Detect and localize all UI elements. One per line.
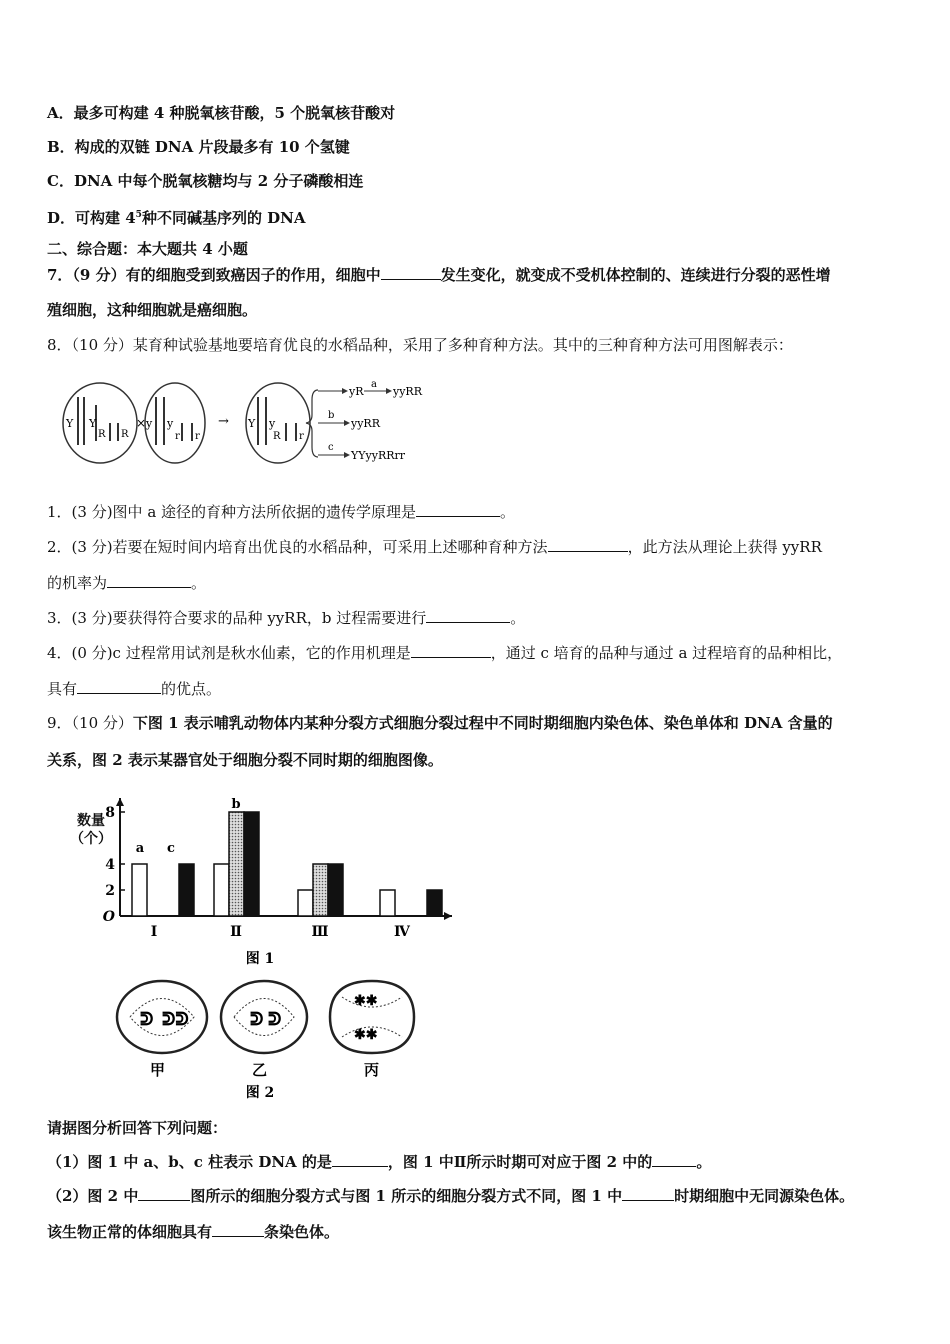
bar-a-1 <box>132 864 147 916</box>
cell-3 <box>246 383 310 463</box>
question-8-4: 4．(0 分)c 过程常用试剂是秋水仙素，它的作用机理是 ，通过 c 培育的品种与通过 a 过程培育的品种相比， <box>47 644 843 662</box>
question-9-stem: 9．（10 分）下图 1 表示哺乳动物体内某种分裂方式细胞分裂过程中不同时期细胞内染色体、染色单体和 DNA 含量的 <box>47 714 833 732</box>
svg-text:c: c <box>328 442 334 453</box>
svg-text:✱✱: ✱✱ <box>354 1027 378 1043</box>
svg-text:Y: Y <box>66 417 74 430</box>
svg-text:y: y <box>167 417 174 430</box>
bar-b-3 <box>313 864 328 916</box>
svg-text:乙: 乙 <box>252 1061 268 1079</box>
figure-2-title: 图 2 <box>245 1085 275 1101</box>
option-a: A．最多可构建 4 种脱氧核苷酸，5 个脱氧核苷酸对 <box>47 104 396 122</box>
svg-text:r: r <box>195 431 200 442</box>
bar-a-4 <box>380 890 395 916</box>
x-tick-label: Ⅲ <box>311 924 329 940</box>
cell-2 <box>145 383 205 463</box>
question-8-2-line2: 的机率为 。 <box>47 574 207 592</box>
series-label-b: b <box>231 797 241 812</box>
question-8-2: 2．(3 分)若要在短时间内培育出优良的水稻品种，可采用上述哪种育种方法 ，此方法从理论上获得 yyRR <box>47 538 822 556</box>
y-tick-label: 4 <box>105 857 115 873</box>
svg-text:yyRR: yyRR <box>393 385 422 398</box>
bar-c-2 <box>244 812 259 916</box>
question-7-line2: 殖细胞，这种细胞就是癌细胞。 <box>47 301 258 319</box>
option-d: D．可构建 $4^5$种不同碱基序列的 DNA <box>47 209 306 227</box>
question-8-4-line2: 具有 的优点。 <box>47 680 222 698</box>
y-tick-label: O <box>102 909 115 925</box>
cell-bing <box>330 981 414 1053</box>
series-label-a: a <box>135 841 145 856</box>
option-c: C．DNA 中每个脱氧核糖均与 2 分子磷酸相连 <box>47 172 364 190</box>
svg-text:→: → <box>218 414 229 429</box>
y-tick-label: 8 <box>105 805 115 821</box>
svg-text:×: × <box>136 416 147 430</box>
x-axis-arrow <box>444 912 452 920</box>
bar-a-3 <box>298 890 313 916</box>
svg-text:ᕲ: ᕲ <box>268 1009 282 1030</box>
series-label-c: c <box>167 841 175 856</box>
question-9-prompt: 请据图分析回答下列问题： <box>47 1119 228 1137</box>
svg-text:YYyyRRrr: YYyyRRrr <box>351 449 406 462</box>
bar-b-2 <box>229 812 244 916</box>
figure-2 <box>110 975 430 1103</box>
svg-text:ᕲᕲ: ᕲᕲ <box>162 1009 189 1030</box>
question-8-stem: 8．（10 分）某育种试验基地要培育优良的水稻品种，采用了多种育种方法。其中的三种育种方法可用图解表示： <box>47 336 793 354</box>
breeding-diagram <box>60 375 430 475</box>
svg-text:ᕲ: ᕲ <box>250 1009 264 1030</box>
bar-c-1 <box>179 864 194 916</box>
option-b: B．构成的双链 DNA 片段最多有 10 个氢键 <box>47 138 350 156</box>
svg-text:y: y <box>269 417 276 430</box>
chart-title: 图 1 <box>245 951 275 967</box>
svg-text:R: R <box>98 429 106 440</box>
svg-text:y: y <box>146 417 153 430</box>
x-tick-label: Ⅱ <box>230 924 242 940</box>
cell-jia <box>117 981 207 1053</box>
question-9-1: （1）图 1 中 a、b、c 柱表示 DNA 的是 ，图 1 中Ⅱ所示时期可对应于图 2 中的 。 <box>47 1153 712 1171</box>
question-9-stem-line2: 关系，图 2 表示某器官处于细胞分裂不同时期的细胞图像。 <box>47 751 443 769</box>
cell-yi <box>221 981 307 1053</box>
svg-text:Y: Y <box>248 417 256 430</box>
svg-text:R: R <box>273 431 281 442</box>
svg-text:yR: yR <box>349 385 364 398</box>
svg-text:yyRR: yyRR <box>351 417 380 430</box>
bar-a-2 <box>214 864 229 916</box>
svg-text:✱✱: ✱✱ <box>354 993 378 1009</box>
svg-text:a: a <box>371 379 377 390</box>
svg-text:r: r <box>299 431 304 442</box>
svg-text:b: b <box>328 410 335 421</box>
cell-1 <box>63 383 137 463</box>
x-tick-label: Ⅳ <box>394 924 410 940</box>
question-9-2-line2: 该生物正常的体细胞具有 条染色体。 <box>47 1223 340 1241</box>
y-axis-arrow <box>116 798 124 806</box>
section-heading: 二、综合题：本大题共 4 小题 <box>47 240 248 258</box>
question-8-1: 1．(3 分)图中 a 途径的育种方法所依据的遗传学原理是 。 <box>47 503 516 521</box>
y-tick-label: 2 <box>105 883 115 899</box>
bar-c-3 <box>328 864 343 916</box>
svg-text:ᕲ: ᕲ <box>140 1009 154 1030</box>
svg-text:甲: 甲 <box>150 1061 166 1079</box>
y-axis-label-display: 数量（个） <box>70 813 112 847</box>
question-8-3: 3．(3 分)要获得符合要求的品种 yyRR，b 过程需要进行 。 <box>47 609 526 627</box>
x-tick-label: Ⅰ <box>150 924 158 940</box>
svg-text:丙: 丙 <box>364 1061 380 1079</box>
svg-text:R: R <box>121 429 129 440</box>
svg-text:r: r <box>175 431 180 442</box>
figure-1-chart <box>60 790 460 975</box>
bar-c-4 <box>427 890 442 916</box>
question-7: 7．（9 分）有的细胞受到致癌因子的作用，细胞中 发生变化，就变成不受机体控制的、连续进行分裂的恶性增 <box>47 266 831 284</box>
question-9-2: （2）图 2 中 图所示的细胞分裂方式与图 1 所示的细胞分裂方式不同，图 1 中 时期细胞中无同源染色体。 <box>47 1187 855 1205</box>
svg-text:Y: Y <box>89 417 97 430</box>
